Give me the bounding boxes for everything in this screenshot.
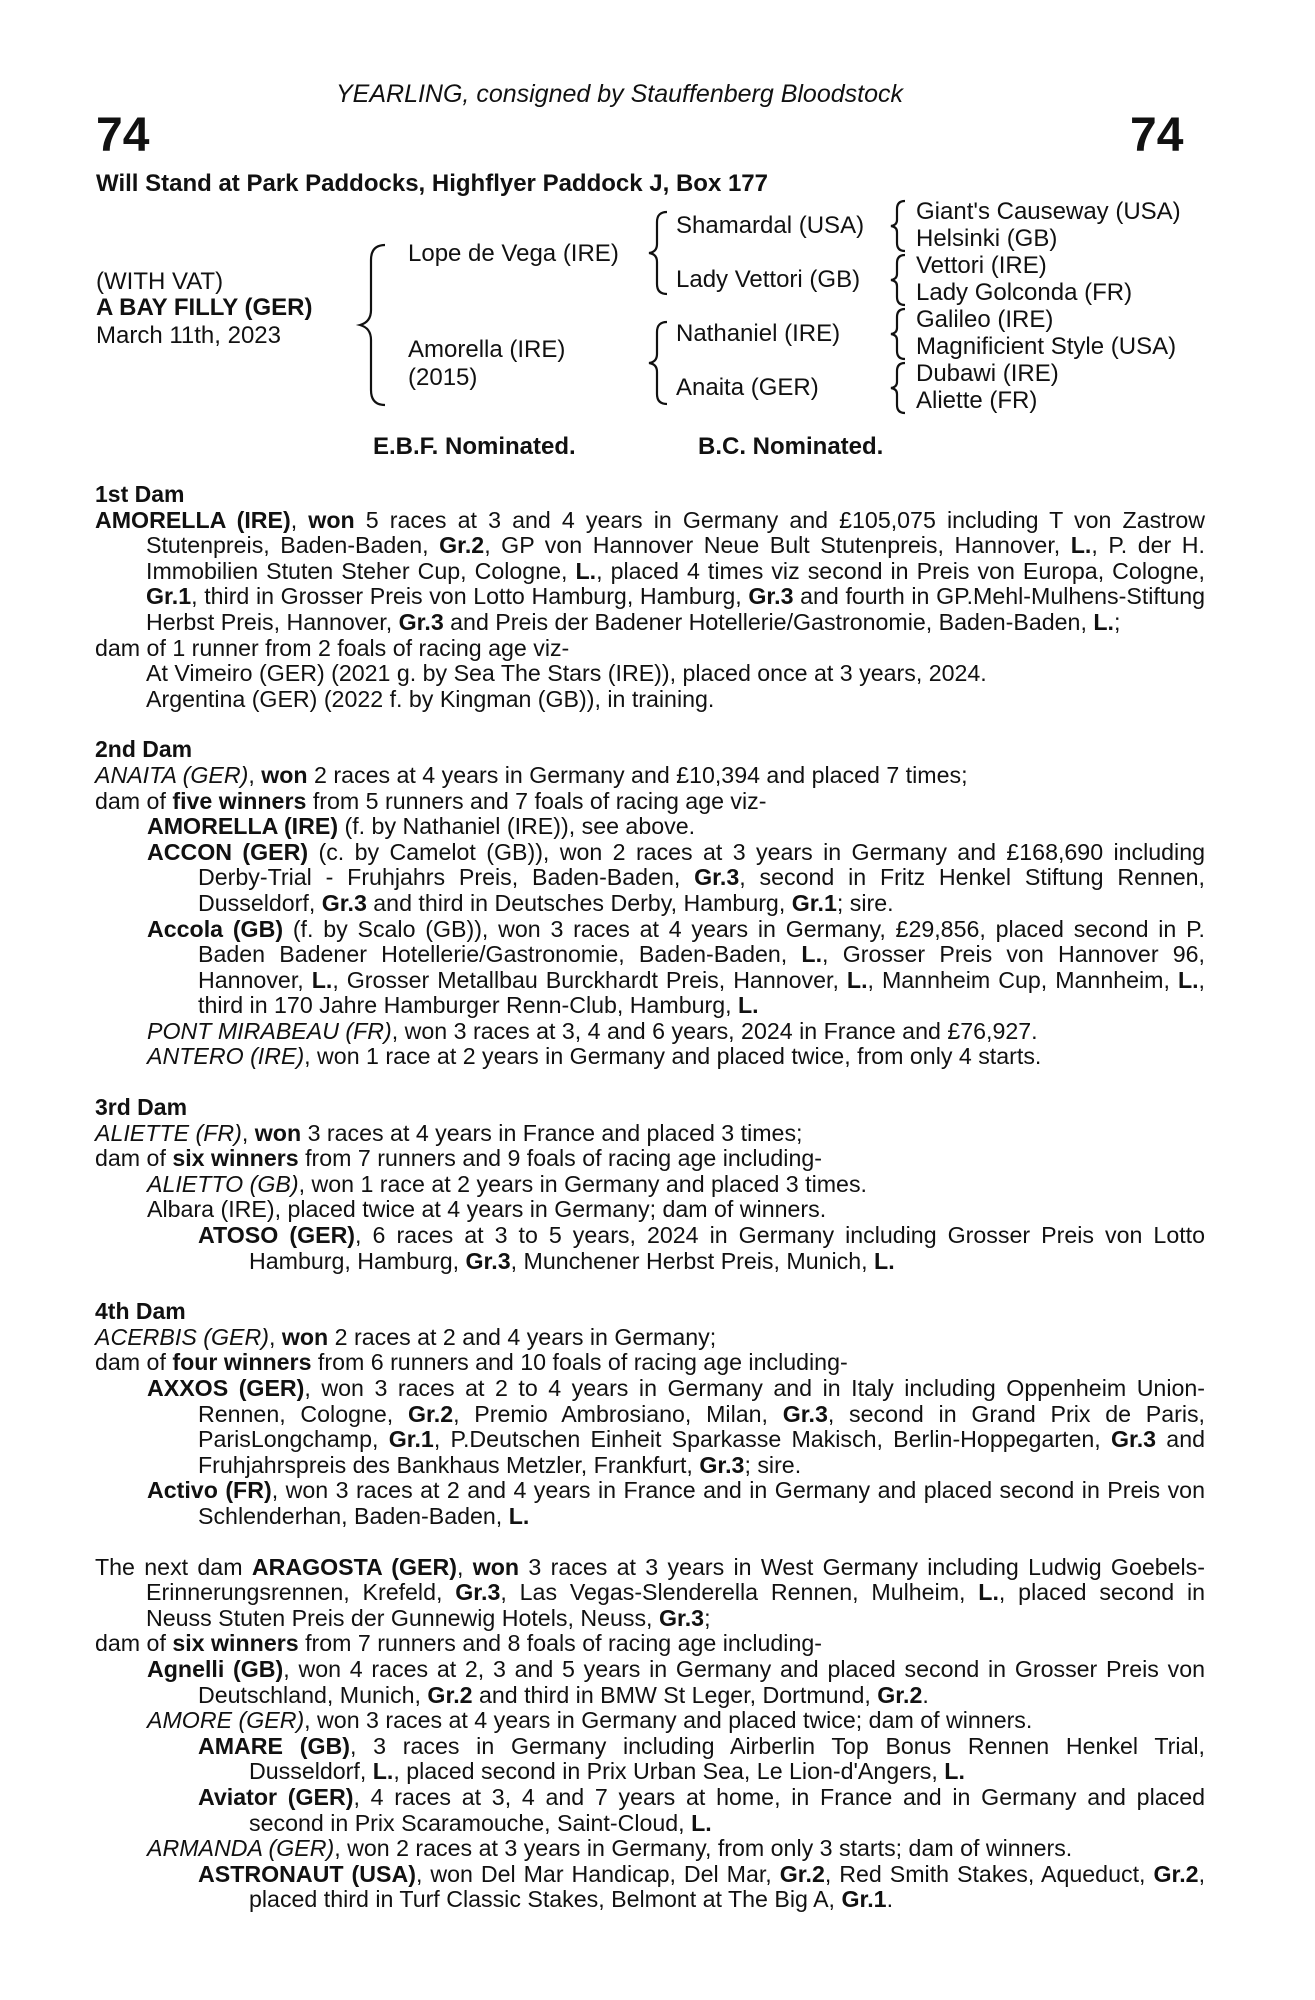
pedigree-sire-sire: Shamardal (USA) bbox=[676, 212, 865, 239]
second-dam-heading: 2nd Dam bbox=[95, 736, 193, 763]
pedigree-g7: Dubawi (IRE) bbox=[916, 360, 1059, 387]
pedigree-g8: Aliette (FR) bbox=[916, 387, 1038, 414]
pedigree-brace-dam bbox=[645, 318, 675, 408]
produce-argentina: Argentina (GER) (2022 f. by Kingman (GB)), in training. bbox=[146, 685, 715, 712]
lot-number-right: 74 bbox=[1130, 109, 1184, 162]
pedigree-g5: Galileo (IRE) bbox=[916, 306, 1054, 333]
next-dam-entry: The next dam ARAGOSTA (GER), won 3 races at 3 years in West Germany including Ludwig Goebels-Erinnerungsrennen, Krefeld, Gr.3, Las Vegas-Slenderella Rennen, Mulheim, L., placed second in Neuss Stuten Preis der Gunnewig Hotels, Neuss, Gr.3; bbox=[95, 1553, 1205, 1631]
fourth-dam-heading: 4th Dam bbox=[95, 1298, 186, 1325]
produce-aviator: Aviator (GER), 4 races at 3, 4 and 7 years at home, in France and in Germany and placed second in Prix Scaramouche, Saint-Cloud, L. bbox=[198, 1783, 1205, 1836]
fourth-dam-entry: ACERBIS (GER), won 2 races at 2 and 4 years in Germany; bbox=[95, 1323, 717, 1350]
pedigree-g1: Giant's Causeway (USA) bbox=[916, 198, 1181, 225]
second-dam-produce-summary: dam of five winners from 5 runners and 7 foals of racing age viz- bbox=[95, 787, 767, 814]
pedigree-brace-g1 bbox=[887, 198, 913, 254]
pedigree-brace-main bbox=[355, 240, 395, 410]
pedigree-dam-year: (2015) bbox=[408, 364, 478, 391]
pedigree-brace-g3 bbox=[887, 306, 913, 362]
produce-at-vimeiro: At Vimeiro (GER) (2021 g. by Sea The Stars (IRE)), placed once at 3 years, 2024. bbox=[146, 660, 987, 687]
bc-nominated: B.C. Nominated. bbox=[698, 433, 884, 460]
lot-number-left: 74 bbox=[96, 109, 150, 162]
pedigree-sire: Lope de Vega (IRE) bbox=[408, 240, 619, 267]
produce-alietto: ALIETTO (GB), won 1 race at 2 years in Germany and placed 3 times. bbox=[147, 1170, 867, 1197]
produce-amorella: AMORELLA (IRE) (f. by Nathaniel (IRE)), see above. bbox=[147, 813, 696, 840]
pedigree-brace-g2 bbox=[887, 252, 913, 308]
produce-astronaut: ASTRONAUT (USA), won Del Mar Handicap, Del Mar, Gr.2, Red Smith Stakes, Aqueduct, Gr.2, placed third in Turf Classic Stakes, Belmont at The Big A, Gr.1. bbox=[198, 1860, 1206, 1913]
produce-axxos: AXXOS (GER), won 3 races at 2 to 4 years in Germany and in Italy including Oppenheim Union-Rennen, Cologne, Gr.2, Premio Ambrosiano, Milan, Gr.3, second in Grand Prix de Paris, ParisLongchamp, Gr.1, P.Deutschen Einheit Sparkasse Makisch, Berlin-Hoppegarten, Gr.3 and Fruhjahrspreis des Bankhaus Metzler, Frankfurt, Gr.3; sire. bbox=[147, 1375, 1206, 1478]
pedigree-g2: Helsinki (GB) bbox=[916, 225, 1058, 252]
produce-amore: AMORE (GER), won 3 races at 4 years in Germany and placed twice; dam of winners. bbox=[147, 1707, 1033, 1734]
pedigree-brace-g4 bbox=[887, 360, 913, 416]
produce-armanda: ARMANDA (GER), won 2 races at 3 years in Germany, from only 3 starts; dam of winners. bbox=[147, 1835, 1073, 1862]
pedigree-g4: Lady Golconda (FR) bbox=[916, 279, 1133, 306]
pedigree-g6: Magnificient Style (USA) bbox=[916, 333, 1177, 360]
pedigree-dam-sire: Nathaniel (IRE) bbox=[676, 320, 841, 347]
produce-amare: AMARE (GB), 3 races in Germany including Airberlin Top Bonus Rennen Henkel Trial, Dusseldorf, L., placed second in Prix Urban Sea, Le Lion-d'Angers, L. bbox=[198, 1732, 1205, 1785]
produce-albara: Albara (IRE), placed twice at 4 years in Germany; dam of winners. bbox=[147, 1196, 827, 1223]
produce-pont-mirabeau: PONT MIRABEAU (FR), won 3 races at 3, 4 and 6 years, 2024 in France and £76,927. bbox=[147, 1017, 1038, 1044]
fourth-dam-produce-summary: dam of four winners from 6 runners and 10 foals of racing age including- bbox=[95, 1349, 848, 1376]
first-dam-heading: 1st Dam bbox=[95, 481, 185, 507]
produce-antero: ANTERO (IRE), won 1 race at 2 years in Germany and placed twice, from only 4 starts. bbox=[147, 1043, 1042, 1070]
pedigree-dam: Amorella (IRE) bbox=[408, 336, 566, 363]
first-dam-entry: AMORELLA (IRE), won 5 races at 3 and 4 years in Germany and £105,075 including T von Zastrow Stutenpreis, Baden-Baden, Gr.2, GP von Hannover Neue Bult Stutenpreis, Hannover, L., P. der H. Immobilien Stuten Steher Cup, Cologne, L., placed 4 times viz second in Preis von Europa, Cologne, Gr.1, third in Grosser Preis von Lotto Hamburg, Hamburg, Gr.3 and fourth in GP.Mehl-Mulhens-Stiftung Herbst Preis, Hannover, Gr.3 and Preis der Badener Hotellerie/Gastronomie, Baden-Baden, L.; bbox=[95, 506, 1206, 635]
first-dam-produce-summary: dam of 1 runner from 2 foals of racing age viz- bbox=[95, 634, 570, 661]
next-dam-produce-summary: dam of six winners from 7 runners and 8 foals of racing age including- bbox=[95, 1630, 822, 1657]
third-dam-entry: ALIETTE (FR), won 3 races at 4 years in France and placed 3 times; bbox=[95, 1119, 803, 1146]
vat-note: (WITH VAT) bbox=[96, 268, 224, 295]
produce-accon: ACCON (GER) (c. by Camelot (GB)), won 2 races at 3 years in Germany and £168,690 including Derby-Trial - Fruhjahrs Preis, Baden-Baden, Gr.3, second in Fritz Henkel Stiftung Rennen, Dusseldorf, Gr.3 and third in Deutsches Derby, Hamburg, Gr.1; sire. bbox=[147, 838, 1206, 916]
horse-name: A BAY FILLY (GER) bbox=[96, 294, 313, 321]
second-dam-entry: ANAITA (GER), won 2 races at 4 years in Germany and £10,394 and placed 7 times; bbox=[95, 761, 968, 788]
third-dam-produce-summary: dam of six winners from 7 runners and 9 foals of racing age including- bbox=[95, 1145, 822, 1172]
catalogue-body bbox=[95, 482, 1205, 1913]
consignor-subtitle: YEARLING, consigned by Stauffenberg Bloodstock bbox=[336, 80, 903, 108]
produce-accola: Accola (GB) (f. by Scalo (GB)), won 3 races at 4 years in Germany, £29,856, placed second in P. Baden Badener Hotellerie/Gastronomie, Baden-Baden, L., Grosser Preis von Hannover 96, Hannover, L., Grosser Metallbau Burckhardt Preis, Hannover, L., Mannheim Cup, Mannheim, L., third in 170 Jahre Hamburger Renn-Club, Hamburg, L. bbox=[147, 915, 1205, 1019]
pedigree-sire-dam: Lady Vettori (GB) bbox=[676, 266, 861, 293]
produce-activo: Activo (FR), won 3 races at 2 and 4 years in France and in Germany and placed second in Preis von Schlenderhan, Baden-Baden, L. bbox=[147, 1477, 1205, 1529]
produce-atoso: ATOSO (GER), 6 races at 3 to 5 years, 2024 in Germany including Grosser Preis von Lotto Hamburg, Hamburg, Gr.3, Munchener Herbst Preis, Munich, L. bbox=[198, 1222, 1205, 1274]
horse-dob: March 11th, 2023 bbox=[96, 322, 282, 349]
pedigree-brace-sire bbox=[645, 208, 675, 298]
ebf-nominated: E.B.F. Nominated. bbox=[373, 433, 576, 460]
pedigree-dam-dam: Anaita (GER) bbox=[676, 374, 819, 401]
produce-agnelli: Agnelli (GB), won 4 races at 2, 3 and 5 years in Germany and placed second in Grosser Preis von Deutschland, Munich, Gr.2 and third in BMW St Leger, Dortmund, Gr.2. bbox=[147, 1655, 1205, 1708]
stand-location: Will Stand at Park Paddocks, Highflyer Paddock J, Box 177 bbox=[96, 170, 768, 197]
pedigree-g3: Vettori (IRE) bbox=[916, 252, 1047, 279]
third-dam-heading: 3rd Dam bbox=[95, 1094, 188, 1121]
